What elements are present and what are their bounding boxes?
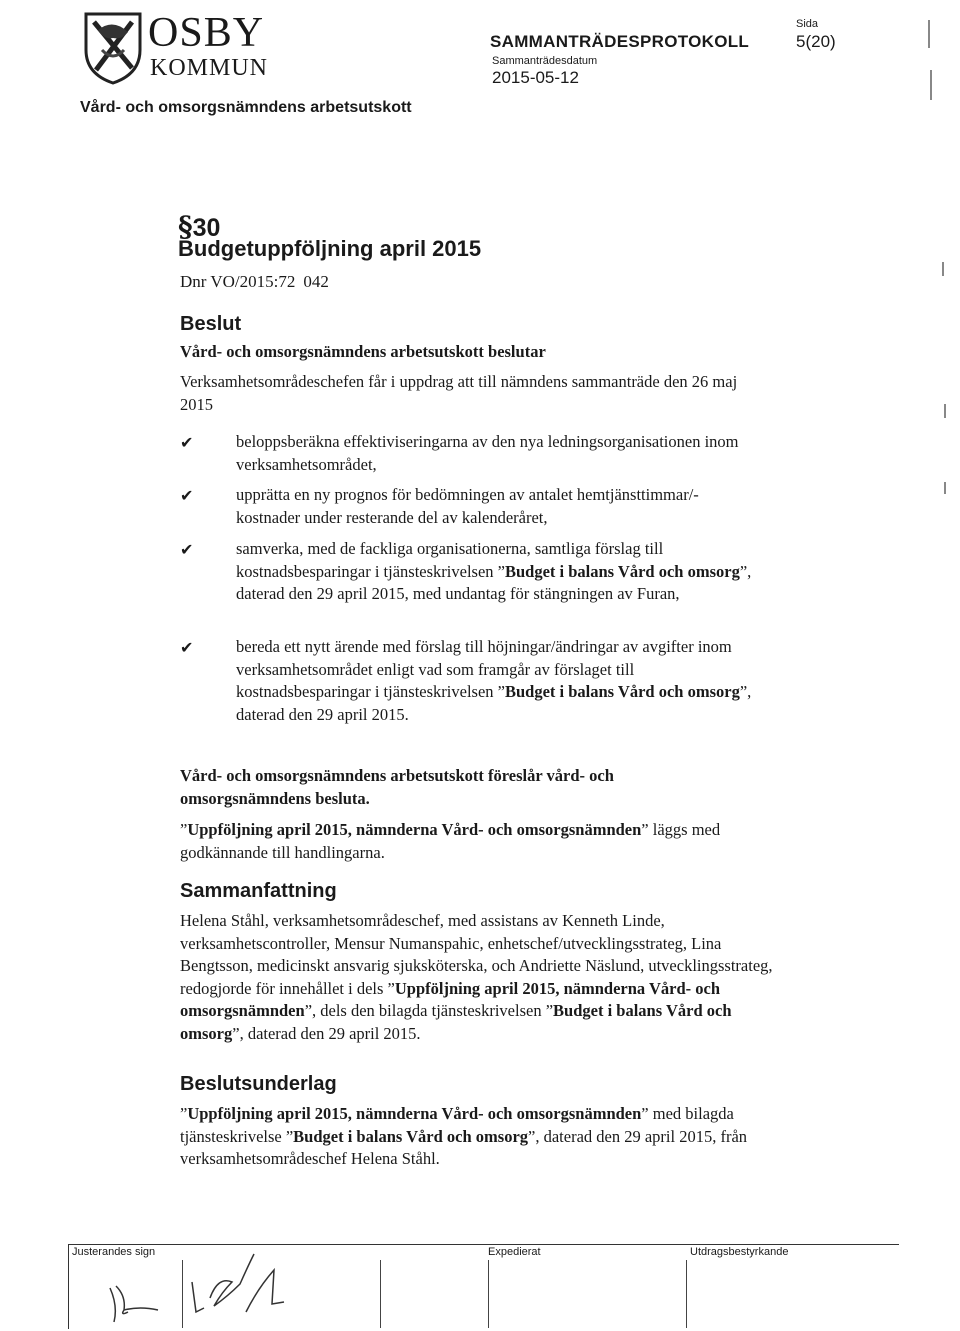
checkmark-icon: ✔ (180, 540, 194, 559)
list-item-text: samverka, med de fackliga organisationerna, samtliga förslag till kostnadsbesparingar i tjänsteskrivelsen ”Budget i balans Vård och omsorg”, daterad den 29 april 2015, med undantag för stängningen av Furan, (236, 539, 752, 603)
logo-wordmark: OSBY (148, 10, 265, 56)
checkmark-icon: ✔ (180, 638, 194, 657)
heading-beslutsunderlag: Beslutsunderlag (180, 1073, 337, 1095)
municipality-crest-icon (82, 10, 144, 86)
signature-initials-1 (100, 1266, 170, 1326)
meeting-date-label: Sammanträdesdatum (492, 55, 598, 67)
meeting-date: 2015-05-12 (492, 68, 579, 87)
list-item (180, 484, 760, 529)
scan-artifact (944, 482, 946, 494)
list-item (180, 636, 760, 726)
diary-number (180, 272, 329, 292)
heading-beslut: Beslut (180, 313, 242, 335)
section-sign: § (178, 210, 193, 243)
footer-utdrag-label: Utdragsbestyrkande (690, 1246, 789, 1258)
summary-text: Helena Ståhl, verksamhetsområdeschef, med assistans av Kenneth Linde, verksamhetscontroller, Mensur Numanspahic, enhetschef/utvecklingsstrateg, Lina Bengtsson, medicinskt ansvarig sjuksköterska, och Andriette Näslund, utvecklingsstrateg, redogjorde för innehållet i dels ”Uppföljning april 2015, nämnderna Vård- och omsorgsnämnden”, dels den bilagda tjänsteskrivelsen ”Budget i balans Vård och omsorg”, daterad den 29 april 2015. (180, 911, 773, 1043)
footer-justerandes-label: Justerandes sign (72, 1246, 156, 1258)
footer-expedierat-label: Expedierat (488, 1246, 541, 1258)
list-item-text: upprätta en ny prognos för bedömningen av antalet hemtjänsttimmar/-kostnader under resterande del av kalenderåret, (236, 485, 699, 527)
document-type: SAMMANTRÄDESPROTOKOLL (490, 32, 750, 51)
heading-sammanfattning: Sammanfattning (180, 880, 337, 902)
logo-subtitle: KOMMUN (150, 55, 269, 81)
footer-divider (182, 1260, 183, 1328)
scan-artifact (928, 20, 930, 48)
list-item-text: bereda ett nytt ärende med förslag till höjningar/ändringar av avgifter inom verksamhetsområdet enligt vad som framgår av förslaget till kostnadsbesparingar i tjänsteskrivelsen ”Budget i balans Vård och omsorg”, daterad den 29 april 2015. (236, 637, 752, 724)
checkmark-icon: ✔ (180, 433, 194, 452)
basis-text: ”Uppföljning april 2015, nämnderna Vård- och omsorgsnämnden” med bilagda tjänsteskrivelse ”Budget i balans Vård och omsorg”, daterad den 29 april 2015, från verksamhetsområdeschef Helena Ståhl. (180, 1104, 748, 1168)
scan-artifact (942, 262, 944, 276)
checkmark-icon: ✔ (180, 486, 194, 505)
diary-code: 042 (303, 272, 329, 291)
footer-divider (380, 1260, 381, 1328)
list-item (180, 538, 760, 606)
list-item (180, 431, 760, 476)
footer-divider (488, 1260, 489, 1328)
scan-artifact (944, 404, 946, 418)
section-title: Budgetuppföljning april 2015 (178, 236, 482, 261)
footer-divider (686, 1260, 687, 1328)
signature-initials-2 (188, 1248, 298, 1320)
paragraph-number-value: 30 (192, 214, 221, 242)
resolution-text: ”Uppföljning april 2015, nämnderna Vård- och omsorgsnämnden” läggs med godkännande till handlingarna. (180, 820, 721, 862)
committee-name: Vård- och omsorgsnämndens arbetsutskott (80, 99, 412, 116)
list-item-text: beloppsberäkna effektiviseringarna av den nya ledningsorganisationen inom verksamhetsområdet, (236, 432, 739, 474)
recommendation-text: Vård- och omsorgsnämndens arbetsutskott föreslår vård- och omsorgsnämndens besluta. (180, 766, 614, 808)
page-label: Sida (796, 18, 819, 30)
decision-intro: Verksamhetsområdeschefen får i uppdrag att till nämndens sammanträde den 26 maj 2015 (180, 372, 738, 414)
page-number: 5(20) (796, 32, 836, 51)
decision-lead: Vård- och omsorgsnämndens arbetsutskott beslutar (180, 342, 546, 361)
diary-number-prefix: Dnr VO/2015:72 (180, 272, 296, 291)
scan-artifact (930, 70, 932, 100)
